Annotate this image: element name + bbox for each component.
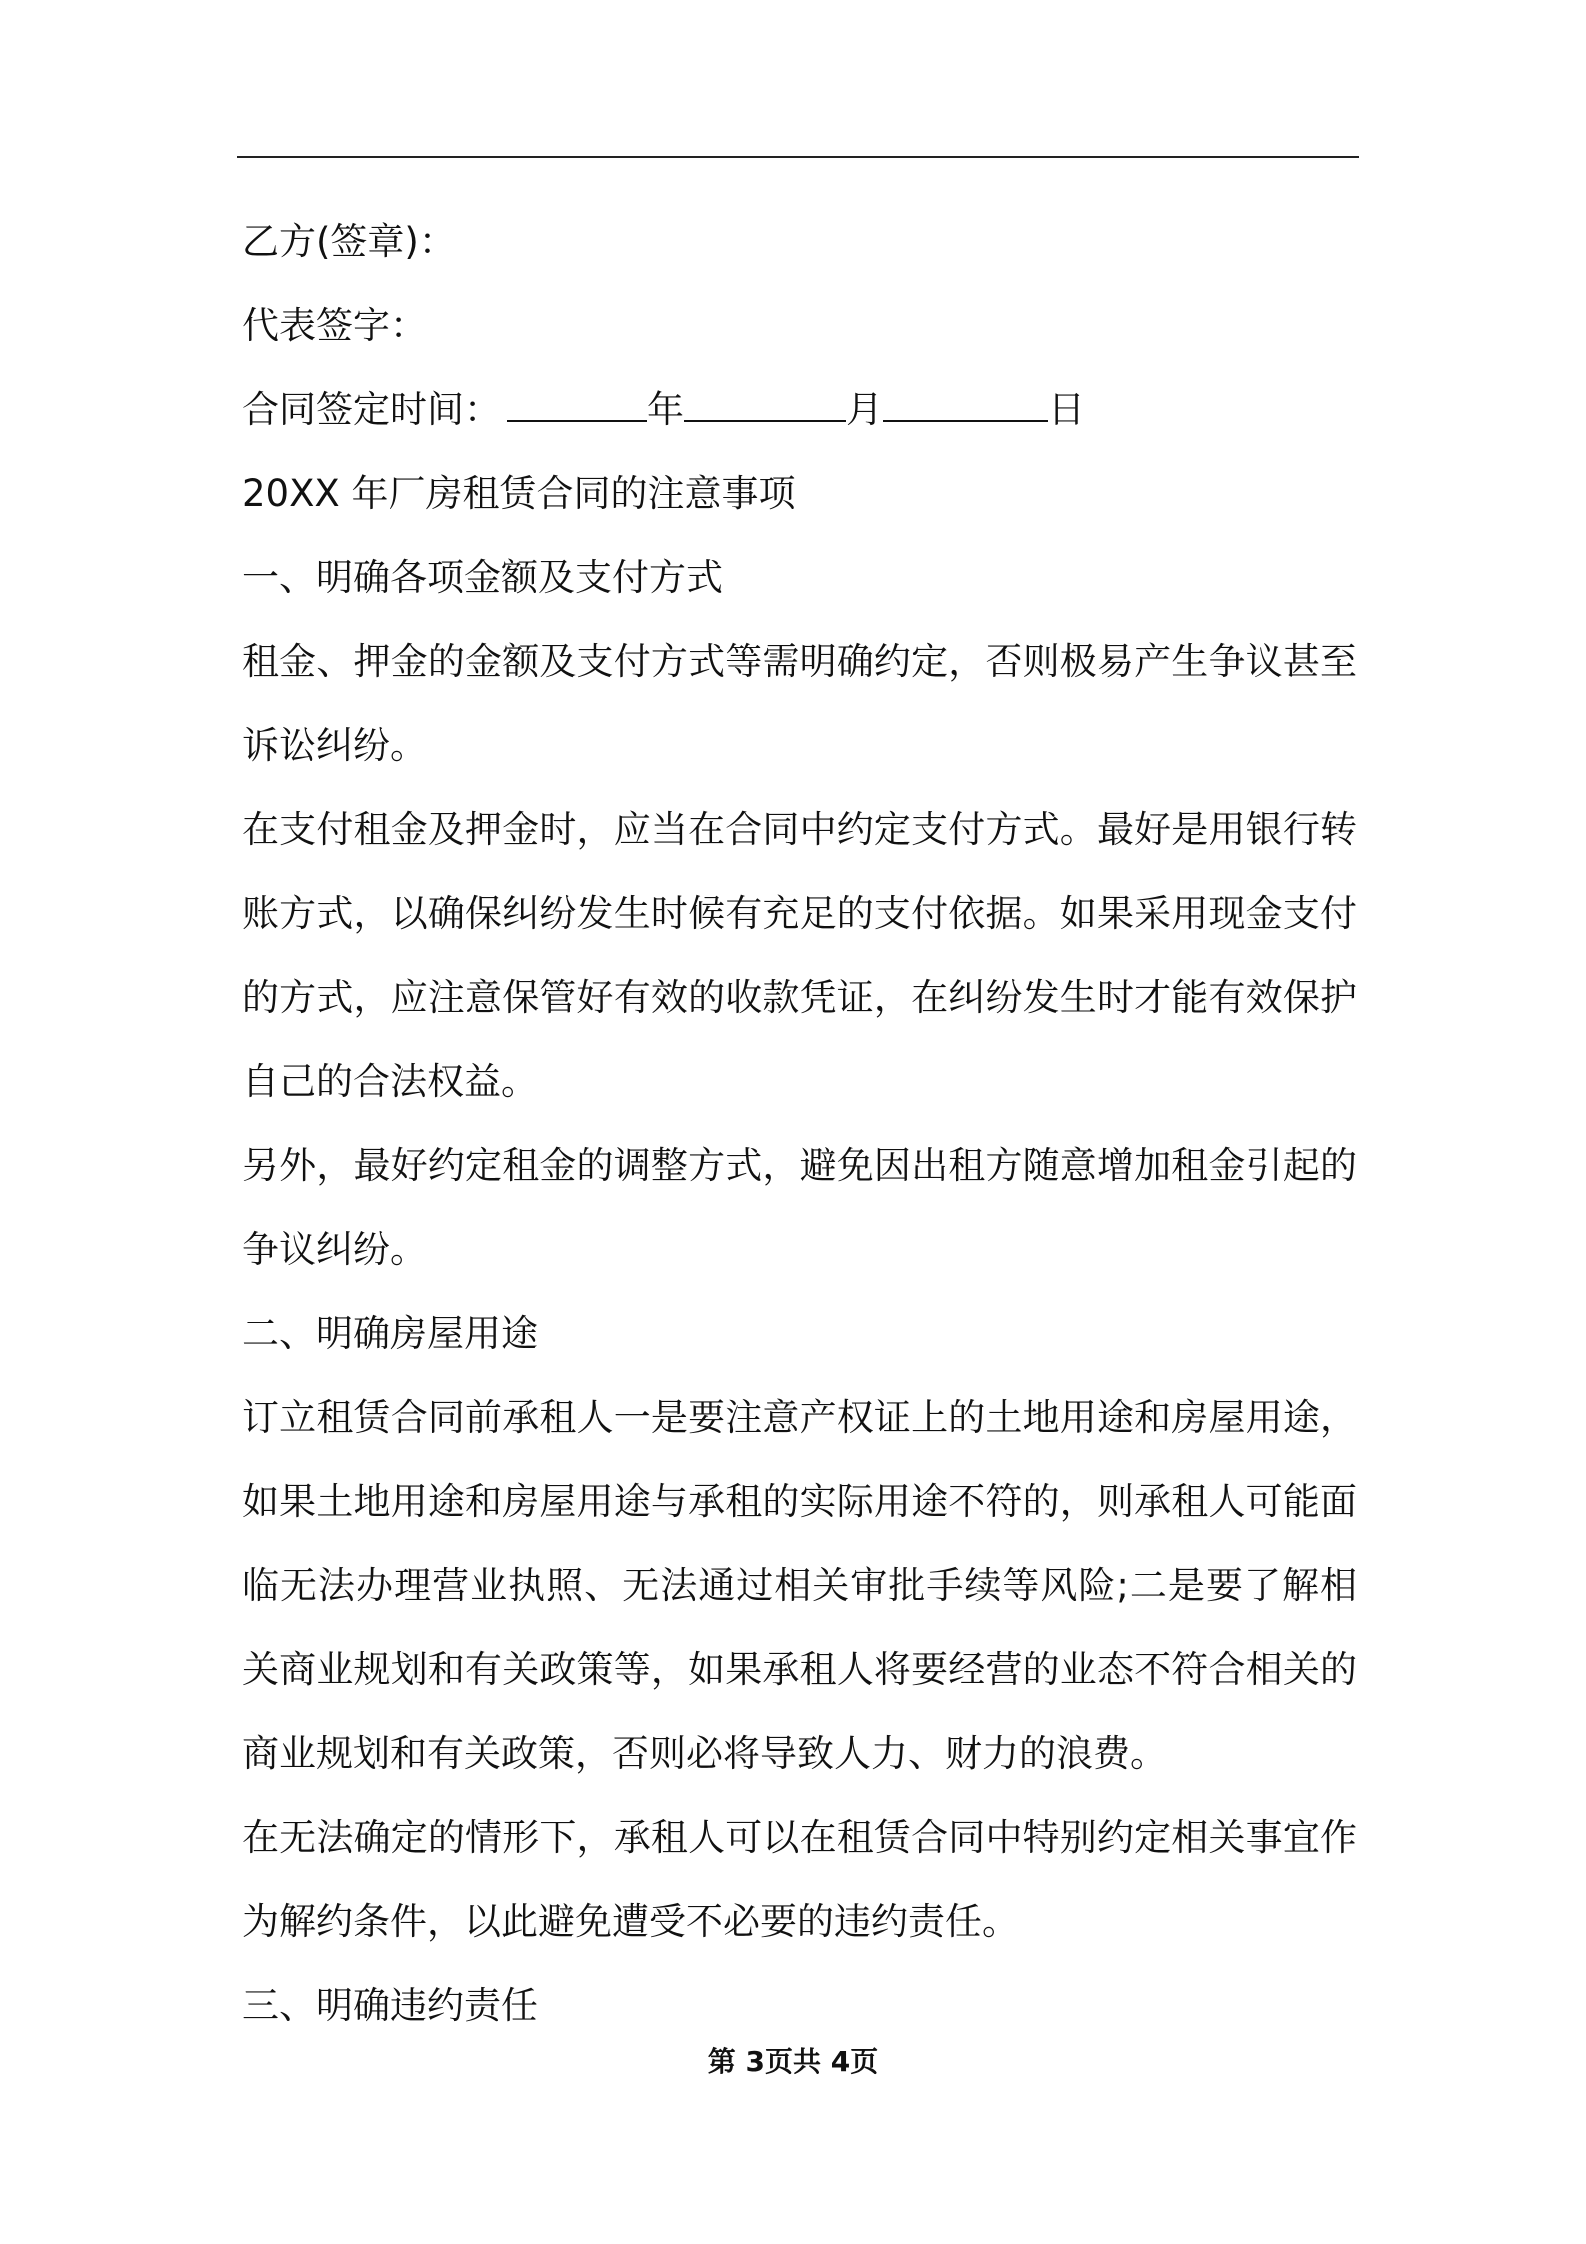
representative-signature-line: 代表签字： [242,304,427,347]
section-heading: 一、明确各项金额及支付方式 [242,556,723,599]
month-blank [684,382,846,422]
paragraph: 租金、押金的金额及支付方式等需明确约定，否则极易产生争议甚至诉讼纠纷。 [242,640,1357,767]
document-title: 20XX 年厂房租赁合同的注意事项 [242,472,796,515]
paragraph: 订立租赁合同前承租人一是要注意产权证上的土地用途和房屋用途，如果土地用途和房屋用途与承租的实际用途不符的，则承租人可能面临无法办理营业执照、无法通过相关审批手续等风险;二是要了解相关商业规划和有关政策等，如果承租人将要经营的业态不符合相关的商业规划和有关政策，否则必将导致人力、财力的浪费。 [242,1396,1357,1775]
month-label: 月 [846,388,883,431]
page-number-footer: 第 3页共 4页 [707,2045,879,2078]
document-body [242,200,1357,2048]
date-label: 合同签定时间： [242,388,501,431]
paragraph: 在支付租金及押金时，应当在合同中约定支付方式。最好是用银行转账方式，以确保纠纷发生时候有充足的支付依据。如果采用现金支付的方式，应注意保管好有效的收款凭证，在纠纷发生时才能有效保护自己的合法权益。 [242,808,1357,1103]
year-blank [507,382,647,422]
header-rule [237,156,1359,158]
day-blank [883,382,1048,422]
section-heading: 三、明确违约责任 [242,1984,538,2027]
year-label: 年 [647,388,684,431]
party-b-signature-line: 乙方(签章)： [242,220,456,263]
section-heading: 二、明确房屋用途 [242,1312,538,1355]
day-label: 日 [1048,388,1085,431]
contract-date-line [242,368,1357,452]
paragraph: 在无法确定的情形下，承租人可以在租赁合同中特别约定相关事宜作为解约条件，以此避免遭受不必要的违约责任。 [242,1816,1357,1943]
paragraph: 另外，最好约定租金的调整方式，避免因出租方随意增加租金引起的争议纠纷。 [242,1144,1357,1271]
